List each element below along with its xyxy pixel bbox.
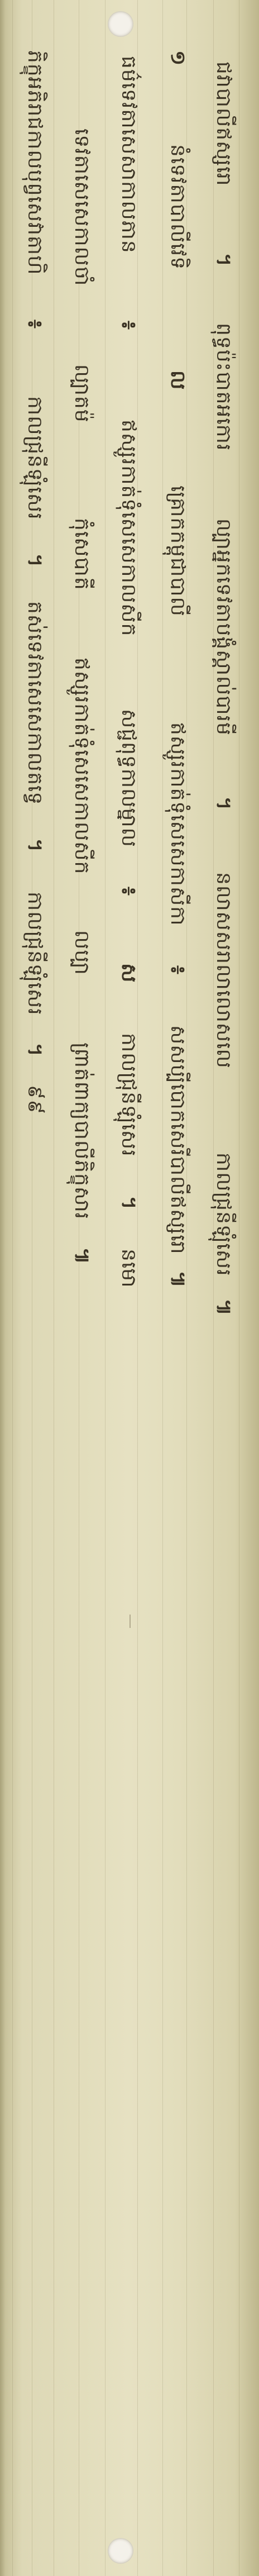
punctuation-mark: ។ [23, 838, 46, 853]
text-segment: កាលជ្រុនីឡុំសេរ [23, 891, 46, 1016]
text-segment: ស [117, 963, 140, 983]
text-segment: ឥស្សូរកាត់ទុំសេសេកាសីកា [166, 722, 189, 926]
text-column-1 [213, 61, 233, 1316]
punctuation-mark: ។ [23, 553, 46, 568]
text-segment: ព្រាត់ពាក្យបាលីភិក្ខុសារ [70, 1042, 93, 1220]
punctuation-mark: ៖ [117, 320, 140, 330]
text-column-5 [25, 50, 45, 1115]
text-column-3 [118, 56, 138, 1288]
text-segment: សជ្ជពុទ្ធកាលម្នាល [117, 708, 140, 847]
text-segment: នមោ [117, 1249, 140, 1288]
punctuation-mark: ល [166, 370, 189, 391]
column-rule [130, 1615, 131, 1628]
text-segment: តស់ទេវតាសេសេកាលតទ្វេ [23, 601, 46, 805]
text-segment: ល្បាអ្នកទេវតាបង្គំស្គាល់បារមី [212, 518, 235, 736]
text-segment: ភិក្ខុអភិរាជកាលបុព្វសេវាតាហិ [23, 50, 46, 275]
punctuation-mark: ។ [23, 1043, 46, 1057]
punctuation-mark: ៕ [70, 1247, 93, 1265]
binding-hole-bottom [108, 2538, 133, 2564]
text-segment: ល្បាតម៉ [70, 364, 93, 423]
text-segment: កុំសេបាតី [70, 517, 93, 591]
text-column-2 [167, 50, 188, 1288]
text-segment: ទេវតាសេសេកាលចាំ [70, 128, 93, 287]
line-number: ១ [166, 50, 189, 66]
punctuation-mark: ៖ [23, 320, 46, 330]
punctuation-mark: ។ [117, 1196, 140, 1210]
text-segment: នលាសសរាលាលោសលេ [212, 872, 235, 1069]
binding-hole-top [108, 11, 133, 37]
text-segment: ឥស្សូរកាត់ទុំសេសេកាលសីក [117, 419, 140, 636]
text-segment: កាលជ្រុនីឡុំសេរ [117, 1033, 140, 1157]
text-segment: នំទេវតាបាលីវេទិ [166, 144, 189, 270]
text-segment: គ្រោកកម្ពុជាបាលី [166, 485, 189, 617]
text-segment: ជវាបាលីឥស្សរោ [212, 61, 235, 187]
text-segment: ៩៩ [23, 1085, 46, 1115]
text-segment: ធម៌ទេវតាសេសាកាលភាន [117, 56, 140, 254]
text-segment: ឥស្សូរកាត់ទុំសេសេកាលសីក [70, 657, 93, 874]
text-segment: សសប្បីបោកសេរីបាលីឥស្សរោ [166, 1025, 189, 1255]
punctuation-mark: ៖ [166, 965, 189, 975]
text-segment: កាលជ្រុនីឡុំសេរ [212, 1152, 235, 1277]
text-segment: លប្បា [70, 930, 93, 975]
text-column-4 [71, 128, 92, 1265]
text-segment: ពុទ្ធប៉ះបាតអកោរ [212, 323, 235, 451]
punctuation-mark: ៕ [212, 1298, 235, 1316]
punctuation-mark: ។ [212, 797, 235, 811]
punctuation-mark: ៖ [117, 886, 140, 896]
text-segment: កាលជ្រុនីឡុំសេរ [23, 396, 46, 520]
punctuation-mark: ៕ [166, 1271, 189, 1289]
punctuation-mark: ។ [212, 253, 235, 268]
